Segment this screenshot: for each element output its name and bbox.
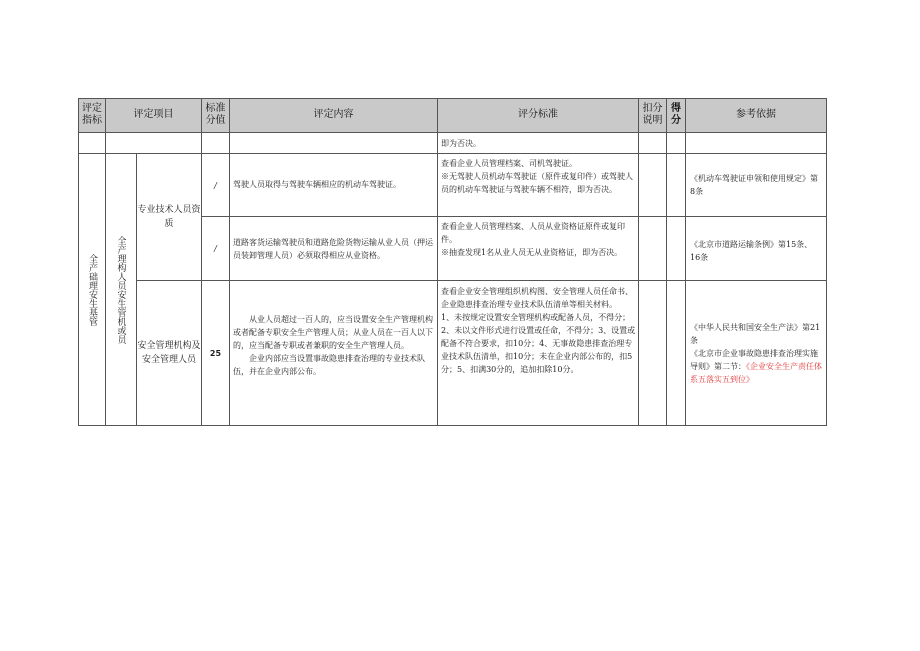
line-h-r1	[201, 216, 827, 217]
line-h-bottom	[78, 425, 827, 426]
row2-reference: 《北京市道路运输条例》第15条、16条	[690, 240, 813, 262]
row3-score: 25	[209, 348, 222, 358]
continued-text: 即为否决。	[441, 139, 481, 148]
row1-score: /	[214, 180, 217, 190]
row1-content: 驾驶人员取得与驾驶车辆相应的机动车驾驶证。	[233, 180, 401, 189]
header-standard: 评分标准	[438, 98, 638, 132]
line-v-9	[826, 98, 827, 426]
header-item: 评定项目	[106, 98, 201, 132]
line-h-r2	[136, 280, 827, 281]
row3-content	[233, 313, 435, 378]
line-v-5	[437, 98, 438, 426]
header-score-value: 标准分值	[202, 98, 229, 132]
line-v-2	[136, 153, 137, 426]
row3-content-p1: 从业人员超过一百人的，应当设置安全生产管理机构或者配备专职安全生产管理人员；从业人员在一百人以下的，应当配备专职或者兼职的安全生产管理人员。	[233, 315, 433, 350]
row3-content-p2: 企业内部应当设置事故隐患排查治理的专业技术队伍，并在企业内部公布。	[233, 354, 425, 376]
line-v-3	[201, 98, 202, 426]
line-v-7	[666, 98, 667, 426]
row3-standard: 查看企业安全管理组织机构图、安全管理人员任命书、企业隐患排查治理专业技术队伍清单等相关材料。 1、未按规定设置安全管理机构或配备人员，不得分； 2、未以文件形式进行设置或任命，不得分；3、设置或配备不符合要求，扣10分；4、无事故隐患排查治理专业技术队伍清单，扣10分；未在企业内部公布的，扣5分；5、扣满30分的，追加扣除10分。	[441, 287, 636, 374]
header-gain: 得分	[667, 98, 685, 132]
line-v-8	[685, 98, 686, 426]
row3-reference-p1: 《中华人民共和国安全生产法》第21条	[690, 323, 821, 345]
line-h-hdr	[78, 132, 827, 133]
line-v-4	[229, 98, 230, 426]
item-safety-management: 安全管理机构及安全管理人员	[137, 341, 201, 365]
line-v-1	[105, 98, 106, 426]
row3-reference-p2: 《北京市企业事故隐患排查治理实施导则》第二节：《企业安全生产责任体系五落实五到位》	[690, 349, 822, 384]
row3-reference-red: 《企业安全生产责任体系五落实五到位》	[690, 362, 822, 384]
row2-standard: 查看企业人员管理档案、人员从业资格证原件或复印件。 ※抽查发现1名从业人员无从业资格证，即为否决。	[441, 222, 625, 257]
item-professional-qualification: 专业技术人员资质	[137, 205, 201, 229]
row1-standard: 查看企业人员管理档案、司机驾驶证。 ※无驾驶人员机动车驾驶证（原件或复印件）或驾驶人员的机动车驾驶证与驾驶车辆不相符，即为否决。	[441, 159, 633, 194]
row1-reference: 《机动车驾驶证申领和使用规定》第8条	[690, 174, 818, 196]
header-indicator: 评定指标	[79, 98, 105, 132]
line-h-cont	[78, 153, 827, 154]
row2-content: 道路客货运输驾驶员和道路危险货物运输从业人员（押运员装卸管理人员）必须取得相应从业资格。	[233, 238, 433, 260]
line-v-6	[638, 98, 639, 426]
category-label: 全产础理安生基管	[87, 253, 97, 326]
line-h-top	[78, 98, 827, 99]
header-content: 评定内容	[230, 98, 437, 132]
line-v-0	[78, 98, 79, 426]
header-reference: 参考依据	[686, 98, 826, 132]
row3-reference	[690, 321, 822, 386]
header-deduct: 扣分说明	[639, 98, 666, 132]
row2-score: /	[214, 244, 217, 253]
subcategory-label: 全产理构人员安生管机或员	[115, 235, 126, 344]
